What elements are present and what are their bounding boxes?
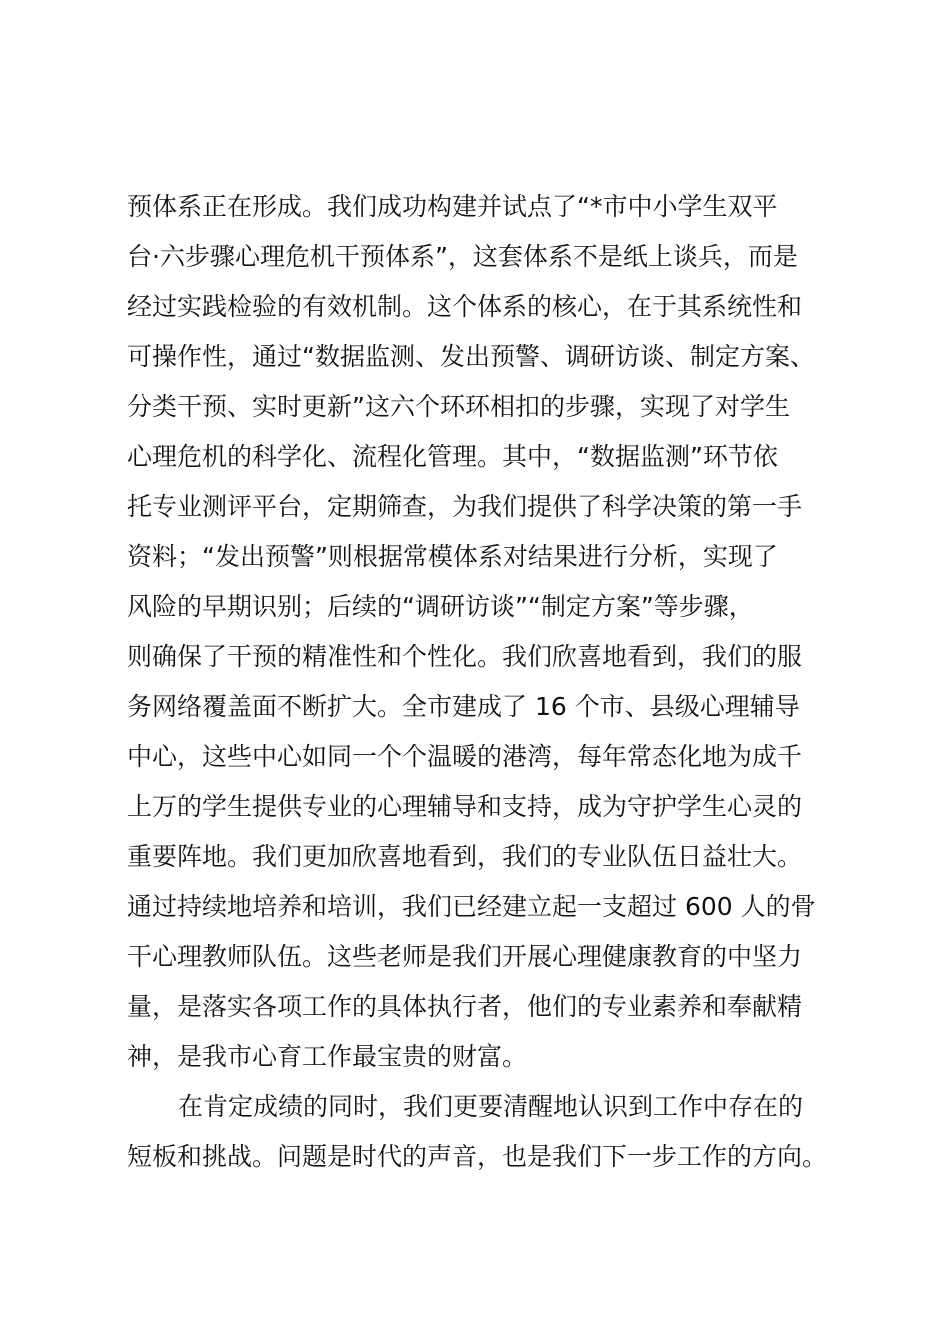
text-line: 干心理教师队伍。这些老师是我们开展心理健康教育的中坚力: [127, 942, 803, 971]
text-line: 重要阵地。我们更加欣喜地看到，我们的专业队伍日益壮大。: [127, 842, 803, 871]
body-text: [127, 182, 887, 1182]
paragraph-first-line: 在肯定成绩的同时，我们更要清醒地认识到工作中存在的: [178, 1092, 804, 1121]
text-line: 短板和挑战。问题是时代的声音，也是我们下一步工作的方向。: [127, 1142, 828, 1171]
text-line: 可操作性，通过“数据监测、发出预警、调研访谈、制定方案、: [127, 342, 815, 371]
text-line: 心理危机的科学化、流程化管理。其中，“数据监测”环节依: [127, 442, 778, 471]
text-line: 中心，这些中心如同一个个温暖的港湾，每年常态化地为成千: [127, 742, 803, 771]
text-line: 量，是落实各项工作的具体执行者，他们的专业素养和奉献精: [127, 992, 803, 1021]
text-line: 神，是我市心育工作最宝贵的财富。: [127, 1042, 528, 1071]
text-line: 分类干预、实时更新”这六个环环相扣的步骤，实现了对学生: [127, 392, 790, 421]
text-line: 预体系正在形成。我们成功构建并试点了“*市中小学生双平: [127, 192, 778, 221]
text-line: 资料；“发出预警”则根据常模体系对结果进行分析，实现了: [127, 542, 778, 571]
text-line: 则确保了干预的精准性和个性化。我们欣喜地看到，我们的服: [127, 642, 803, 671]
text-line: 通过持续地培养和培训，我们已经建立起一支超过 600 人的骨: [127, 892, 816, 921]
text-line: 务网络覆盖面不断扩大。全市建成了 16 个市、县级心理辅导: [127, 692, 800, 721]
text-line: 台·六步骤心理危机干预体系”，这套体系不是纸上谈兵，而是: [127, 242, 798, 271]
text-line: 托专业测评平台，定期筛查，为我们提供了科学决策的第一手: [127, 492, 803, 521]
text-line: 上万的学生提供专业的心理辅导和支持，成为守护学生心灵的: [127, 792, 803, 821]
text-line: 经过实践检验的有效机制。这个体系的核心，在于其系统性和: [127, 292, 803, 321]
text-line: 风险的早期识别；后续的“调研访谈”“制定方案”等步骤，: [127, 592, 754, 621]
